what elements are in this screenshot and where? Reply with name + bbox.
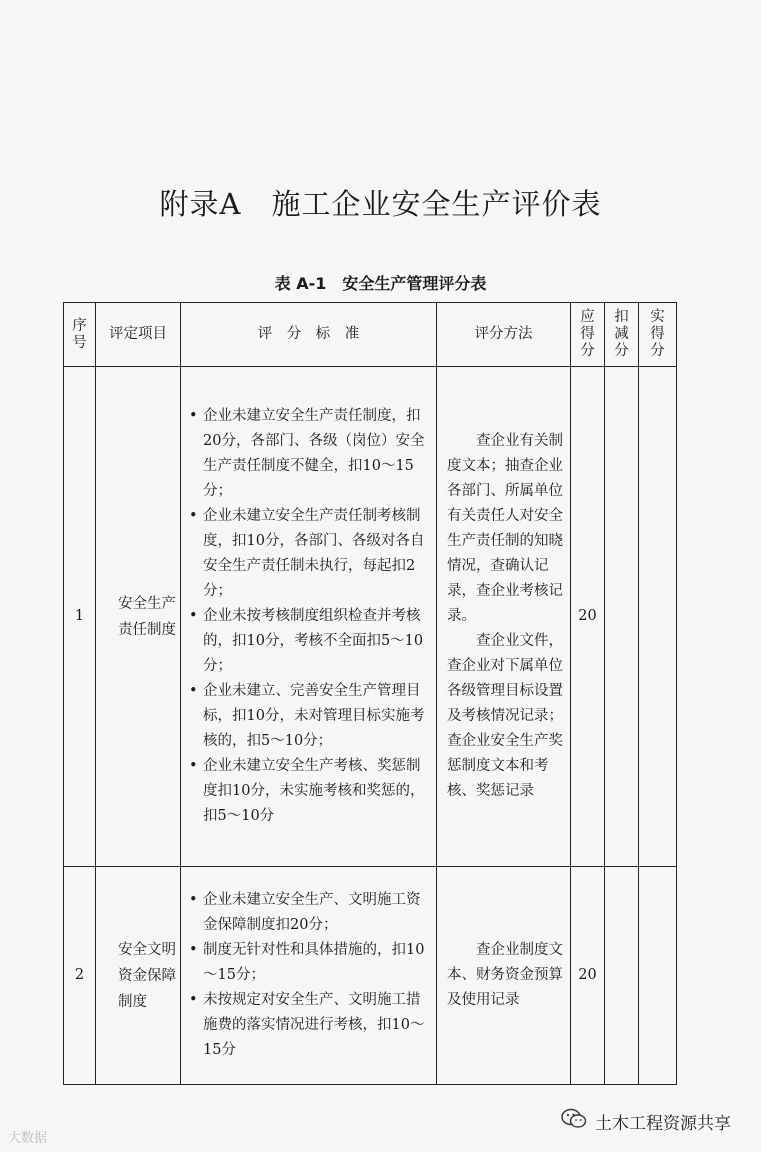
table-caption: 表 A-1 安全生产管理评分表 xyxy=(274,274,487,293)
scoring-table xyxy=(63,302,677,1085)
row-item: 安全生产责任制度 xyxy=(96,367,181,867)
header-due: 应得分 xyxy=(571,303,605,367)
watermark-left xyxy=(8,1127,47,1146)
row-item: 安全文明资金保障制度 xyxy=(96,867,181,1085)
header-deduct: 扣减分 xyxy=(605,303,639,367)
row-actual-score xyxy=(639,867,677,1085)
method-paragraph: 查企业有关制度文本；抽查企业各部门、所属单位有关责任人对安全生产责任制的知晓情况，查确认记录，查企业考核记录。 xyxy=(447,433,563,624)
table-header-row xyxy=(64,303,677,367)
watermark-right xyxy=(561,1108,731,1135)
criteria-bullet: • 企业未建立安全生产责任制度，扣20分，各部门、各级（岗位）安全生产责任制度不健全，扣10～15分； xyxy=(189,404,430,504)
header-actual: 实得分 xyxy=(639,303,677,367)
row-actual-score xyxy=(639,367,677,867)
row-due-score: 20 xyxy=(571,367,605,867)
watermark-right-text: 土木工程资源共享 xyxy=(595,1114,731,1134)
header-item: 评定项目 xyxy=(96,303,181,367)
row-criteria xyxy=(181,367,437,867)
row-seq: 1 xyxy=(64,367,96,867)
criteria-bullet: • 企业未建立安全生产考核、奖惩制度扣10分，未实施考核和奖惩的，扣5～10分 xyxy=(189,754,430,829)
row-criteria xyxy=(181,867,437,1085)
page-title: 附录A 施工企业安全生产评价表 xyxy=(159,187,602,221)
method-paragraph: 查企业制度文本、财务资金预算及使用记录 xyxy=(447,942,563,1008)
row-seq: 2 xyxy=(64,867,96,1085)
watermark-left-text: 大数据 xyxy=(8,1131,48,1146)
table-row xyxy=(64,367,677,867)
criteria-bullet: • 企业未按考核制度组织检查并考核的，扣10分，考核不全面扣5～10分； xyxy=(189,604,430,679)
criteria-bullet: • 制度无针对性和具体措施的，扣10～15分； xyxy=(189,938,430,988)
row-deduct-score xyxy=(605,867,639,1085)
row-method xyxy=(437,367,571,867)
row-deduct-score xyxy=(605,367,639,867)
wechat-icon xyxy=(561,1108,587,1135)
row-due-score: 20 xyxy=(571,867,605,1085)
header-criteria: 评 分 标 准 xyxy=(181,303,437,367)
method-paragraph: 查企业文件，查企业对下属单位各级管理目标设置及考核情况记录；查企业安全生产奖惩制度文本和考核、奖惩记录 xyxy=(447,633,563,799)
header-method: 评分方法 xyxy=(437,303,571,367)
header-seq: 序号 xyxy=(64,303,96,367)
criteria-bullet: • 企业未建立安全生产责任制考核制度，扣10分，各部门、各级对各自安全生产责任制未执行，每起扣2分； xyxy=(189,504,430,604)
criteria-bullet: • 未按规定对安全生产、文明施工措施费的落实情况进行考核，扣10～15分 xyxy=(189,988,430,1063)
table-row xyxy=(64,867,677,1085)
row-method xyxy=(437,867,571,1085)
criteria-bullet: • 企业未建立、完善安全生产管理目标，扣10分，未对管理目标实施考核的，扣5～10分； xyxy=(189,679,430,754)
criteria-bullet: • 企业未建立安全生产、文明施工资金保障制度扣20分； xyxy=(189,888,430,938)
